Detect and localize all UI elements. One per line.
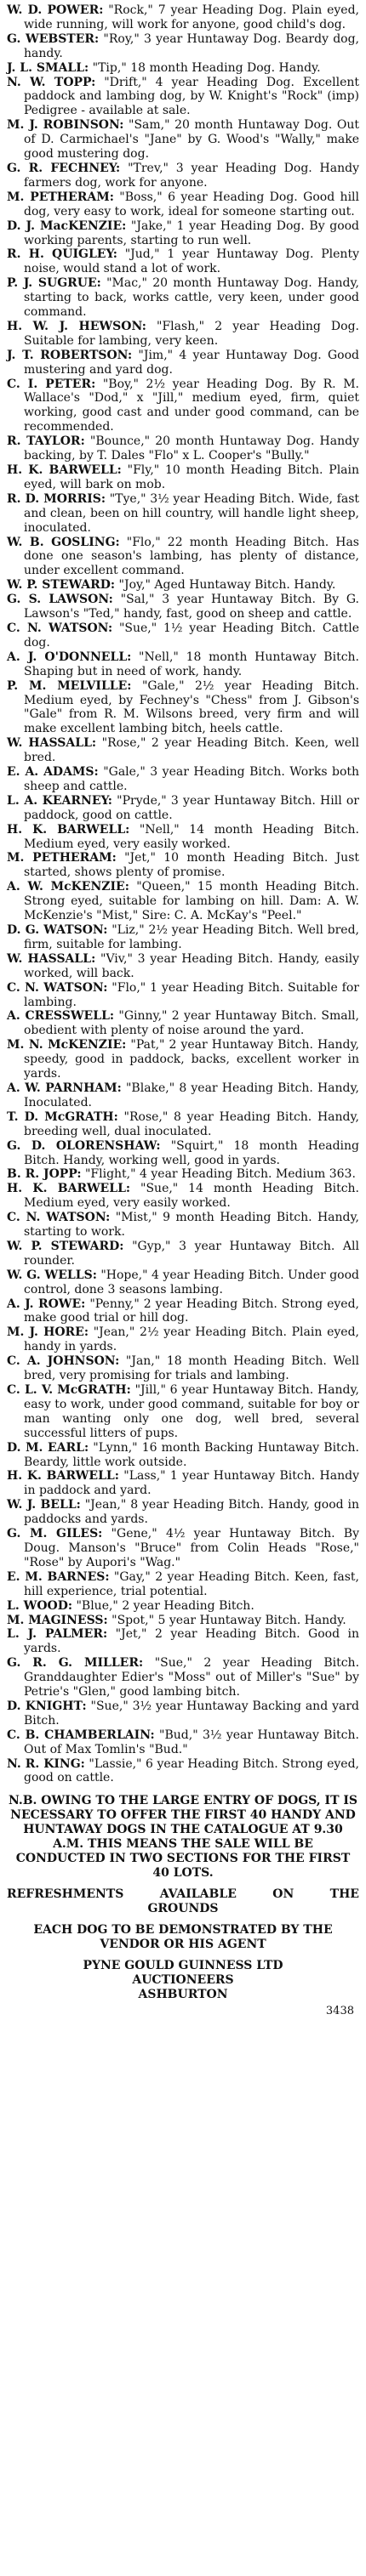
lot-vendor: D. KNIGHT: bbox=[7, 1699, 87, 1713]
lot-vendor: J. L. SMALL: bbox=[7, 60, 89, 75]
catalogue-code: 3438 bbox=[325, 2005, 354, 2018]
lot-description: "Mist," 9 month Heading Bitch. Handy, starting to work. bbox=[24, 1211, 360, 1240]
lot-entry bbox=[7, 794, 359, 823]
lot-entry bbox=[7, 765, 359, 794]
lot-description: "Gale," 2½ year Heading Bitch. Medium eyed, by Fechney's "Chess" from J. Gibson's "Gale" from R. M. Wilsons breed, very firm and will make excellent lambing bitch, heels cattle. bbox=[24, 678, 360, 736]
lot-description: "Gene," 4½ year Huntaway Bitch. By Doug. Manson's "Bruce" from Colin Heads "Rose," "Rose" by Aupori's "Wag." bbox=[24, 1527, 359, 1569]
lot-entry bbox=[7, 1757, 359, 1786]
lot-vendor: L. A. KEARNEY: bbox=[7, 793, 112, 808]
lot-description: "Blake," 8 year Heading Bitch. Handy, Inoculated. bbox=[24, 1081, 360, 1109]
lot-entry bbox=[7, 1527, 359, 1570]
lot-description: "Lassie," 6 year Heading Bitch. Strong eyed, good on cattle. bbox=[24, 1756, 360, 1785]
grounds-word: GROUNDS bbox=[147, 1902, 219, 1916]
lot-entry bbox=[7, 3, 359, 32]
lot-description: "Penny," 2 year Heading Bitch. Strong eyed, make good trial or hill dog. bbox=[24, 1297, 359, 1325]
lot-entry bbox=[7, 536, 359, 579]
lot-entry bbox=[7, 1498, 359, 1527]
lot-vendor: A. J. ROWE: bbox=[7, 1297, 86, 1311]
lot-description: "Gay," 2 year Heading Bitch. Keen, fast, hill experience, trial potential. bbox=[24, 1569, 359, 1598]
lot-vendor: C. N. WATSON: bbox=[7, 980, 108, 995]
lot-description: "Pat," 2 year Huntaway Bitch. Handy, speedy, good in paddock, backs, excellent worker in yards. bbox=[24, 1038, 360, 1081]
lot-entry bbox=[7, 923, 359, 952]
lot-vendor: E. M. BARNES: bbox=[7, 1569, 110, 1584]
lot-vendor: B. R. JOPP: bbox=[7, 1167, 82, 1182]
lot-entry bbox=[7, 1354, 359, 1383]
lot-description: "Sue," 14 month Heading Bitch. Medium eyed, very easily worked. bbox=[24, 1182, 360, 1211]
lot-description: "Bounce," 20 month Huntaway Dog. Handy backing, by T. Dales "Flo" x L. Cooper's "Bully." bbox=[24, 434, 359, 463]
lot-entry bbox=[7, 1656, 359, 1699]
lot-description: "Fly," 10 month Heading Bitch. Plain eyed, will bark on mob. bbox=[24, 463, 360, 491]
lot-entry bbox=[7, 1139, 359, 1168]
lot-description: "Bud," 3½ year Huntaway Bitch. Out of Max Tomlin's "Bud." bbox=[24, 1728, 359, 1756]
lot-description: "Flo," 1 year Heading Bitch. Suitable for lambing. bbox=[24, 980, 359, 1009]
lot-vendor: R. TAYLOR: bbox=[7, 434, 85, 449]
lot-entry bbox=[7, 434, 359, 463]
lot-vendor: M. MAGINESS: bbox=[7, 1613, 108, 1627]
lot-vendor: W. HASSALL: bbox=[7, 951, 96, 966]
lot-description: "Rock," 7 year Heading Dog. Plain eyed, wide running, will work for anyone, good child's dog. bbox=[24, 3, 359, 31]
lot-description: "Jim," 4 year Huntaway Dog. Good mustering and yard dog. bbox=[24, 348, 359, 377]
lot-vendor: W. HASSALL: bbox=[7, 736, 97, 751]
lot-vendor: H. K. BARWELL: bbox=[7, 1469, 119, 1484]
lot-description: "Pryde," 3 year Huntaway Bitch. Hill or paddock, good on cattle. bbox=[24, 793, 359, 822]
lot-description: "Sue," 1½ year Heading Bitch. Cattle dog. bbox=[24, 621, 359, 650]
lot-description: "Sue," 3½ year Huntaway Backing and yard Bitch. bbox=[24, 1699, 359, 1728]
lot-description: "Tip," 18 month Heading Dog. Handy. bbox=[92, 60, 321, 75]
lot-vendor: H. K. BARWELL: bbox=[7, 463, 122, 477]
lot-entry bbox=[7, 276, 359, 320]
lot-description: "Spot," 5 year Huntaway Bitch. Handy. bbox=[112, 1613, 346, 1627]
lot-vendor: C. N. WATSON: bbox=[7, 1211, 111, 1225]
lot-vendor: N. W. TOPP: bbox=[7, 75, 96, 89]
lot-entry bbox=[7, 1570, 359, 1599]
lot-vendor: T. D. McGRATH: bbox=[7, 1109, 118, 1124]
lot-vendor: M. PETHERAM: bbox=[7, 190, 114, 204]
lot-description: "Hope," 4 year Heading Bitch. Under good control, done 3 seasons lambing. bbox=[24, 1268, 359, 1297]
lot-description: "Jake," 1 year Heading Dog. By good working parents, starting to run well. bbox=[24, 218, 360, 247]
lot-entry bbox=[7, 1627, 359, 1656]
lot-entry bbox=[7, 952, 359, 981]
lot-description: "Flash," 2 year Heading Dog. Suitable for lambing, very keen. bbox=[24, 319, 359, 348]
lot-entry bbox=[7, 377, 359, 435]
lot-vendor: M. N. McKENZIE: bbox=[7, 1038, 127, 1053]
lot-vendor: A. W. PARNHAM: bbox=[7, 1081, 122, 1095]
lot-vendor: W. D. POWER: bbox=[7, 3, 104, 17]
lot-vendor: G. M. GILES: bbox=[7, 1527, 103, 1541]
lot-vendor: C. I. PETER: bbox=[7, 377, 96, 391]
lot-vendor: W. J. BELL: bbox=[7, 1498, 81, 1512]
lot-entry bbox=[7, 1182, 359, 1211]
lot-vendor: G. D. OLORENSHAW: bbox=[7, 1138, 161, 1153]
lot-description: "Mac," 20 month Huntaway Dog. Handy, starting to back, works cattle, very keen, under good command. bbox=[24, 276, 359, 320]
lot-description: "Squirt," 18 month Heading Bitch. Handy, working well, good in yards. bbox=[24, 1138, 360, 1167]
lot-description: "Liz," 2½ year Heading Bitch. Well bred, firm, suitable for lambing. bbox=[24, 923, 359, 951]
lot-description: "Rose," 2 year Heading Bitch. Keen, well bred. bbox=[24, 736, 359, 765]
lot-description: "Flo," 22 month Heading Bitch. Has done one season's lambing, has plenty of distance, under excellent command. bbox=[24, 535, 359, 578]
agency-place: ASHBURTON bbox=[138, 1988, 228, 2002]
lot-vendor: L. J. PALMER: bbox=[7, 1627, 108, 1642]
lot-vendor: A. CRESSWELL: bbox=[7, 1009, 115, 1024]
lot-vendor: E. A. ADAMS: bbox=[7, 765, 99, 780]
lot-entry bbox=[7, 880, 359, 923]
lot-entry bbox=[7, 463, 359, 492]
lot-vendor: C. B. CHAMBERLAIN: bbox=[7, 1728, 155, 1742]
lot-entry bbox=[7, 1240, 359, 1268]
lot-entry bbox=[7, 492, 359, 536]
lot-description: "Ginny," 2 year Huntaway Bitch. Small, obedient with plenty of noise around the yard. bbox=[24, 1009, 359, 1038]
lot-vendor: R. D. MORRIS: bbox=[7, 491, 106, 506]
lot-entry bbox=[7, 650, 359, 679]
lot-description: "Sue," 2 year Heading Bitch. Granddaughter Edier's "Moss" out of Miller's "Sue" by Petrie's "Glen," good lambing bitch. bbox=[24, 1656, 360, 1699]
lot-vendor: H. W. J. HEWSON: bbox=[7, 319, 146, 333]
lot-entry bbox=[7, 61, 359, 76]
agency-role: AUCTIONEERS bbox=[132, 1973, 234, 1988]
lot-vendor: W. P. STEWARD: bbox=[7, 578, 116, 593]
lot-vendor: G. R. G. MILLER: bbox=[7, 1656, 144, 1671]
lot-description: "Gale," 3 year Heading Bitch. Works both sheep and cattle. bbox=[24, 765, 360, 793]
lot-entry bbox=[7, 1614, 359, 1628]
lot-entry bbox=[7, 219, 359, 248]
agency-name: PYNE GOULD GUINNESS LTD bbox=[83, 1959, 283, 1973]
lot-entry bbox=[7, 162, 359, 190]
lot-vendor: D. J. MacKENZIE: bbox=[7, 218, 127, 233]
lot-entry bbox=[7, 1009, 359, 1038]
available-word: AVAILABLE bbox=[159, 1887, 237, 1902]
lot-entry bbox=[7, 679, 359, 737]
lot-entry bbox=[7, 1110, 359, 1139]
lot-entry bbox=[7, 1297, 359, 1326]
lot-description: "Tye," 3½ year Heading Bitch. Wide, fast and clean, been on hill country, will handle light sheep, inoculated. bbox=[24, 491, 360, 535]
catalogue-footer bbox=[7, 1794, 359, 2018]
lot-entry bbox=[7, 851, 359, 880]
lot-entry bbox=[7, 1038, 359, 1081]
lot-entry bbox=[7, 621, 359, 650]
lot-vendor: W. B. GOSLING: bbox=[7, 535, 120, 549]
lot-vendor: G. WEBSTER: bbox=[7, 31, 100, 46]
lot-description: "Roy," 3 year Huntaway Dog. Beardy dog, handy. bbox=[24, 31, 359, 60]
lot-entry bbox=[7, 76, 359, 119]
lot-entry bbox=[7, 1599, 359, 1614]
lot-entry bbox=[7, 1383, 359, 1441]
lot-description: "Jet," 10 month Heading Bitch. Just started, shows plenty of promise. bbox=[24, 851, 360, 880]
refreshments-line bbox=[7, 1887, 359, 1902]
lot-vendor: P. J. SUGRUE: bbox=[7, 276, 101, 291]
lot-vendor: A. W. McKENZIE: bbox=[7, 880, 129, 894]
lot-vendor: L. WOOD: bbox=[7, 1598, 73, 1613]
lot-vendor: M. PETHERAM: bbox=[7, 851, 117, 865]
lot-description: "Jan," 18 month Heading Bitch. Well bred, very promising for trials and lambing. bbox=[24, 1354, 359, 1383]
lot-description: "Lynn," 16 month Backing Huntaway Bitch. Beardy, little work outside. bbox=[24, 1440, 359, 1469]
lot-description: "Trev," 3 year Heading Dog. Handy farmers dog, work for anyone. bbox=[24, 161, 359, 190]
lot-vendor: C. A. JOHNSON: bbox=[7, 1354, 120, 1369]
lot-entry bbox=[7, 190, 359, 219]
lot-entry bbox=[7, 1699, 359, 1728]
auctioneer-block bbox=[7, 1959, 359, 2002]
lot-vendor: H. K. BARWELL: bbox=[7, 822, 130, 837]
lot-vendor: W. G. WELLS: bbox=[7, 1268, 97, 1282]
lot-entry bbox=[7, 320, 359, 349]
lot-entry bbox=[7, 823, 359, 852]
lot-description: "Boy," 2½ year Heading Dog. By R. M. Wallace's "Dod," x "Jill," medium eyed, firm, quiet working, good cast and under good command, can be recommended. bbox=[24, 377, 359, 434]
lot-vendor: D. M. EARL: bbox=[7, 1440, 89, 1455]
lot-entry bbox=[7, 1081, 359, 1110]
on-word: ON bbox=[272, 1887, 295, 1902]
lot-vendor: G. S. LAWSON: bbox=[7, 593, 113, 607]
lot-description: "Queen," 15 month Heading Bitch. Strong eyed, suitable for lambing on hill. Dam: A. W. McKenzie's "Mist," Sire: C. A. McKay's "Peel." bbox=[24, 880, 359, 923]
lot-entry bbox=[7, 1441, 359, 1470]
lot-vendor: H. K. BARWELL: bbox=[7, 1182, 131, 1196]
lot-description: "Drift," 4 year Heading Dog. Excellent paddock and lambing dog, by W. Knight's "Rock" (imp) Pedigree - available at sale. bbox=[24, 75, 359, 118]
lot-entry bbox=[7, 1325, 359, 1354]
lot-vendor: G. R. FECHNEY: bbox=[7, 161, 121, 175]
lot-description: "Gyp," 3 year Huntaway Bitch. All rounder. bbox=[24, 1239, 359, 1268]
lot-description: "Jet," 2 year Heading Bitch. Good in yards. bbox=[24, 1627, 360, 1656]
lot-list bbox=[7, 3, 359, 1785]
lot-description: "Blue," 2 year Heading Bitch. bbox=[76, 1598, 254, 1613]
lot-entry bbox=[7, 32, 359, 61]
lot-description: "Jill," 6 year Huntaway Bitch. Handy, easy to work, under good command, suitable for boy or man wanting only one dog, well bred, several successful litters of pups. bbox=[24, 1383, 359, 1440]
lot-entry bbox=[7, 1167, 359, 1182]
lot-vendor: C. L. V. McGRATH: bbox=[7, 1383, 131, 1397]
lot-vendor: N. R. KING: bbox=[7, 1756, 85, 1771]
sale-notice: N.B. OWING TO THE LARGE ENTRY OF DOGS, IT IS NECESSARY TO OFFER THE FIRST 40 HANDY AND HUNTAWAY DOGS IN THE CATALOGUE AT 9.30 A.M. THIS MEANS THE SALE WILL BE CONDUCTED IN TWO SECTIONS FOR THE FIRST 40 LOTS. bbox=[8, 1794, 358, 1881]
lot-description: "Viv," 3 year Heading Bitch. Handy, easily worked, will back. bbox=[24, 951, 360, 980]
lot-vendor: W. P. STEWARD: bbox=[7, 1239, 124, 1253]
lot-entry bbox=[7, 349, 359, 377]
lot-entry bbox=[7, 981, 359, 1010]
demonstration-notice: EACH DOG TO BE DEMONSTRATED BY THE VENDOR OR HIS AGENT bbox=[33, 1923, 333, 1952]
lot-description: "Sam," 20 month Huntaway Dog. Out of D. Carmichael's "Jane" by G. Wood's "Wally," make good mustering dog. bbox=[24, 118, 359, 162]
lot-vendor: M. J. HORE: bbox=[7, 1325, 89, 1340]
lot-vendor: R. H. QUIGLEY: bbox=[7, 247, 117, 262]
lot-vendor: J. T. ROBERTSON: bbox=[7, 348, 133, 362]
lot-entry bbox=[7, 578, 359, 593]
lot-entry bbox=[7, 1211, 359, 1240]
lot-description: "Nell," 18 month Huntaway Bitch. Shaping but in need of work, handy. bbox=[24, 650, 359, 678]
lot-description: "Rose," 8 year Heading Bitch. Handy, breeding well, dual inoculated. bbox=[24, 1109, 360, 1138]
lot-vendor: C. N. WATSON: bbox=[7, 621, 113, 635]
lot-description: "Jud," 1 year Huntaway Dog. Plenty noise, would stand a lot of work. bbox=[24, 247, 359, 276]
lot-entry bbox=[7, 1268, 359, 1297]
lot-vendor: A. J. O'DONNELL: bbox=[7, 650, 132, 664]
lot-vendor: D. G. WATSON: bbox=[7, 923, 108, 937]
lot-entry bbox=[7, 593, 359, 621]
lot-entry bbox=[7, 247, 359, 276]
lot-description: "Flight," 4 year Heading Bitch. Medium 363. bbox=[84, 1167, 356, 1182]
lot-entry bbox=[7, 736, 359, 765]
lot-entry bbox=[7, 1469, 359, 1498]
lot-vendor: P. M. MELVILLE: bbox=[7, 678, 132, 693]
lot-entry bbox=[7, 1728, 359, 1757]
lot-entry bbox=[7, 118, 359, 162]
lot-description: "Sal," 3 year Huntaway Bitch. By G. Lawson's "Ted," handy, fast, good on sheep and cattle. bbox=[24, 593, 359, 621]
lot-vendor: M. J. ROBINSON: bbox=[7, 118, 124, 133]
refreshments-word: REFRESHMENTS bbox=[7, 1887, 124, 1902]
lot-description: "Lass," 1 year Huntaway Bitch. Handy in paddock and yard. bbox=[24, 1469, 359, 1498]
lot-description: "Boss," 6 year Heading Dog. Good hill dog, very easy to work, ideal for someone starting out. bbox=[24, 190, 359, 218]
the-word: THE bbox=[329, 1887, 359, 1902]
lot-description: "Jean," 8 year Heading Bitch. Handy, good in paddocks and yards. bbox=[24, 1498, 360, 1527]
lot-description: "Jean," 2½ year Heading Bitch. Plain eyed, handy in yards. bbox=[24, 1325, 360, 1354]
lot-description: "Nell," 14 month Heading Bitch. Medium eyed, very easily worked. bbox=[24, 822, 359, 851]
lot-description: "Joy," Aged Huntaway Bitch. Handy. bbox=[118, 578, 336, 593]
